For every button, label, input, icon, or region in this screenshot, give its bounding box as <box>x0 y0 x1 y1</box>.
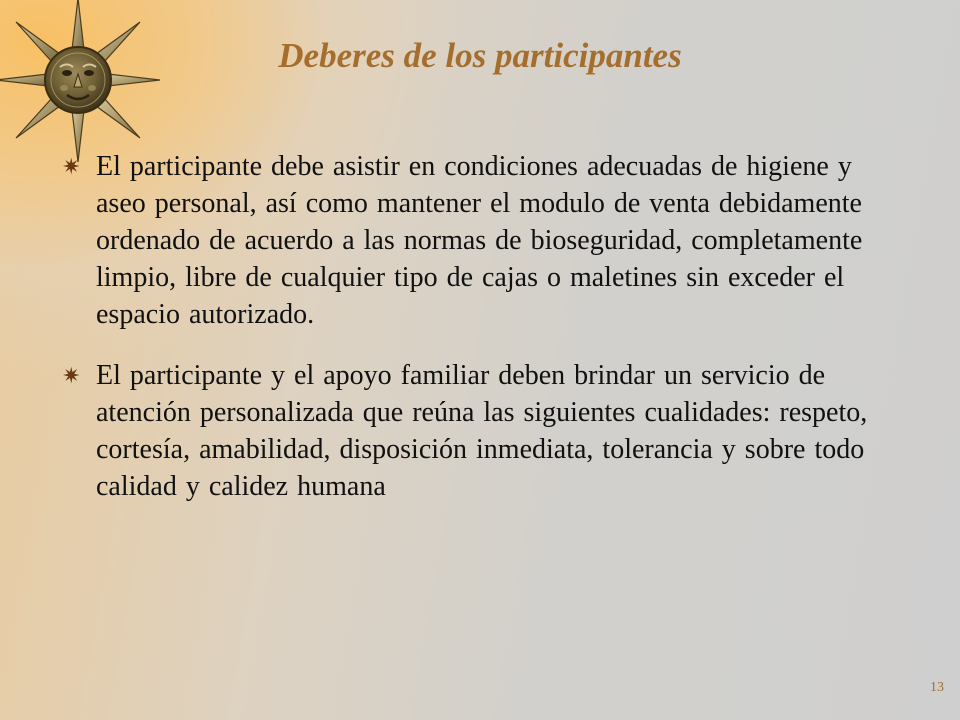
bullet-text: El participante y el apoyo familiar deben brindar un servicio de atención personalizada que reúna las siguientes cualidades: respeto, cortesía, amabilidad, disposición inmediata, tolerancia y sobre todo calidad y calidez humana <box>96 360 868 502</box>
page-number: 13 <box>930 680 944 695</box>
sun-face-icon <box>0 0 170 170</box>
bullet-text: El participante debe asistir en condiciones adecuadas de higiene y aseo personal, así como mantener el modulo de venta debidamente ordenado de acuerdo a las normas de bioseguridad, completamente limpio, libre de cualquier tipo de cajas o maletines sin exceder el espacio autorizado. <box>96 151 863 330</box>
bullet-list <box>62 148 902 529</box>
bullet-item <box>62 148 902 333</box>
slide-title: Deberes de los participantes <box>278 36 682 75</box>
sun-bullet-icon: ✷ <box>62 154 81 179</box>
bullet-item <box>62 357 902 505</box>
sun-bullet-icon: ✷ <box>62 363 81 388</box>
